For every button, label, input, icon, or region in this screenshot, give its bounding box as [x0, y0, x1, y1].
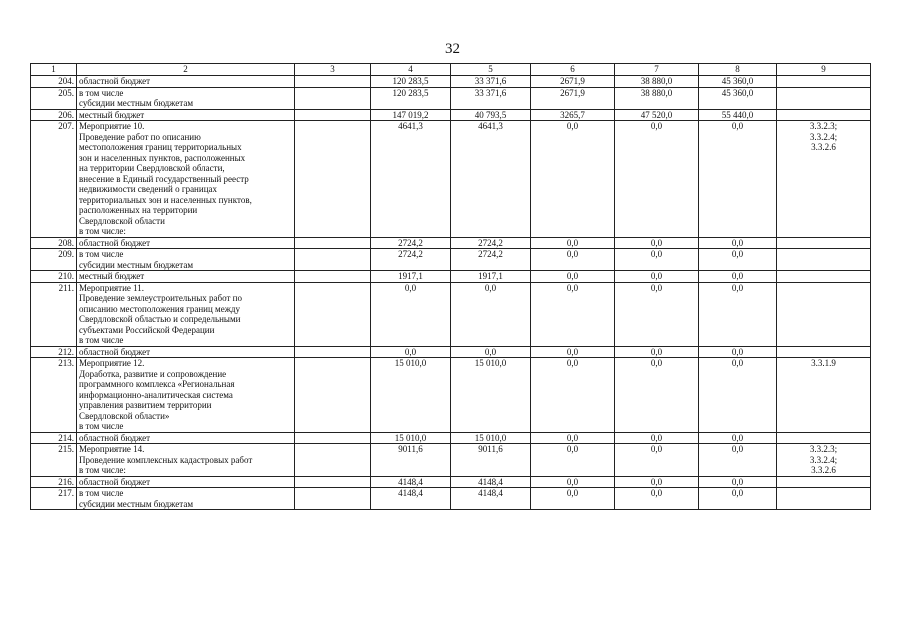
- year-4-cell: 0,0: [699, 432, 777, 444]
- year-3-cell: 0,0: [615, 488, 699, 510]
- year-3-cell: 0,0: [615, 237, 699, 249]
- item-name: местный бюджет: [77, 109, 295, 121]
- total-cell: 4148,4: [371, 488, 451, 510]
- total-cell: 15 010,0: [371, 432, 451, 444]
- year-4-cell: 0,0: [699, 346, 777, 358]
- table-row: [31, 282, 871, 346]
- year-2-cell: 0,0: [531, 237, 615, 249]
- item-name: в том числе субсидии местным бюджетам: [77, 249, 295, 271]
- total-cell: 0,0: [371, 282, 451, 346]
- year-3-cell: 47 520,0: [615, 109, 699, 121]
- year-1-cell: 33 371,6: [451, 76, 531, 88]
- table-row: [31, 121, 871, 238]
- total-cell: 9011,6: [371, 444, 451, 477]
- item-name: Мероприятие 10. Проведение работ по описанию местоположения границ территориальных зон и населенных пунктов, расположенных на территории Свердловской области, внесение в Единый государственный реестр недвижимости сведений о границах территориальных зон и населенных пунктов, расположенных на территории Свердловской области в том числе:: [77, 121, 295, 238]
- executor-cell: [295, 237, 371, 249]
- total-cell: 4641,3: [371, 121, 451, 238]
- target-indicator-cell: [777, 432, 871, 444]
- header-row: [31, 64, 871, 76]
- year-2-cell: 2671,9: [531, 76, 615, 88]
- row-number: 214.: [31, 432, 77, 444]
- executor-cell: [295, 346, 371, 358]
- year-1-cell: 4641,3: [451, 121, 531, 238]
- item-name: областной бюджет: [77, 432, 295, 444]
- budget-table: [30, 63, 871, 510]
- row-number: 210.: [31, 271, 77, 283]
- target-indicator-cell: [777, 282, 871, 346]
- target-indicator-cell: [777, 76, 871, 88]
- executor-cell: [295, 444, 371, 477]
- executor-cell: [295, 271, 371, 283]
- year-1-cell: 15 010,0: [451, 432, 531, 444]
- year-3-cell: 0,0: [615, 249, 699, 271]
- executor-cell: [295, 488, 371, 510]
- year-1-cell: 4148,4: [451, 488, 531, 510]
- row-number: 205.: [31, 87, 77, 109]
- executor-cell: [295, 432, 371, 444]
- year-2-cell: 0,0: [531, 432, 615, 444]
- executor-cell: [295, 358, 371, 433]
- year-1-cell: 40 793,5: [451, 109, 531, 121]
- year-2-cell: 0,0: [531, 444, 615, 477]
- page-number: 32: [445, 41, 460, 57]
- year-3-cell: 0,0: [615, 282, 699, 346]
- year-1-cell: 1917,1: [451, 271, 531, 283]
- row-number: 206.: [31, 109, 77, 121]
- year-4-cell: 0,0: [699, 237, 777, 249]
- year-4-cell: 0,0: [699, 282, 777, 346]
- year-3-cell: 0,0: [615, 444, 699, 477]
- target-indicator-cell: [777, 271, 871, 283]
- year-2-cell: 0,0: [531, 488, 615, 510]
- executor-cell: [295, 121, 371, 238]
- total-cell: 4148,4: [371, 476, 451, 488]
- year-1-cell: 0,0: [451, 346, 531, 358]
- column-header: 1: [31, 64, 77, 76]
- table-row: [31, 488, 871, 510]
- item-name: областной бюджет: [77, 346, 295, 358]
- row-number: 204.: [31, 76, 77, 88]
- year-4-cell: 0,0: [699, 476, 777, 488]
- year-2-cell: 0,0: [531, 282, 615, 346]
- year-3-cell: 38 880,0: [615, 87, 699, 109]
- column-header: 2: [77, 64, 295, 76]
- year-2-cell: 0,0: [531, 121, 615, 238]
- target-indicator-cell: [777, 237, 871, 249]
- item-name: Мероприятие 14. Проведение комплексных кадастровых работ в том числе:: [77, 444, 295, 477]
- table-row: [31, 87, 871, 109]
- row-number: 211.: [31, 282, 77, 346]
- total-cell: 120 283,5: [371, 87, 451, 109]
- year-2-cell: 0,0: [531, 271, 615, 283]
- table-row: [31, 109, 871, 121]
- row-number: 207.: [31, 121, 77, 238]
- year-2-cell: 0,0: [531, 249, 615, 271]
- year-4-cell: 0,0: [699, 271, 777, 283]
- year-4-cell: 0,0: [699, 488, 777, 510]
- year-3-cell: 38 880,0: [615, 76, 699, 88]
- table-row: [31, 76, 871, 88]
- item-name: в том числе субсидии местным бюджетам: [77, 87, 295, 109]
- item-name: местный бюджет: [77, 271, 295, 283]
- year-4-cell: 0,0: [699, 444, 777, 477]
- total-cell: 1917,1: [371, 271, 451, 283]
- item-name: Мероприятие 11. Проведение землеустроительных работ по описанию местоположения границ между Свердловской областью и сопредельными субъектами Российской Федерации в том числе: [77, 282, 295, 346]
- year-2-cell: 2671,9: [531, 87, 615, 109]
- row-number: 215.: [31, 444, 77, 477]
- row-number: 213.: [31, 358, 77, 433]
- row-number: 217.: [31, 488, 77, 510]
- executor-cell: [295, 282, 371, 346]
- item-name: областной бюджет: [77, 476, 295, 488]
- year-3-cell: 0,0: [615, 476, 699, 488]
- year-4-cell: 0,0: [699, 249, 777, 271]
- year-1-cell: 2724,2: [451, 249, 531, 271]
- item-name: областной бюджет: [77, 237, 295, 249]
- table-row: [31, 346, 871, 358]
- total-cell: 15 010,0: [371, 358, 451, 433]
- year-2-cell: 0,0: [531, 346, 615, 358]
- year-3-cell: 0,0: [615, 432, 699, 444]
- total-cell: 2724,2: [371, 249, 451, 271]
- table-row: [31, 237, 871, 249]
- target-indicator-cell: 3.3.2.3; 3.3.2.4; 3.3.2.6: [777, 444, 871, 477]
- year-1-cell: 9011,6: [451, 444, 531, 477]
- table-row: [31, 249, 871, 271]
- target-indicator-cell: [777, 476, 871, 488]
- column-header: 4: [371, 64, 451, 76]
- executor-cell: [295, 109, 371, 121]
- item-name: Мероприятие 12. Доработка, развитие и сопровождение программного комплекса «Региональная информационно-аналитическая система управления развитием территории Свердловской области» в том числе: [77, 358, 295, 433]
- row-number: 212.: [31, 346, 77, 358]
- row-number: 209.: [31, 249, 77, 271]
- target-indicator-cell: [777, 488, 871, 510]
- column-header: 5: [451, 64, 531, 76]
- year-3-cell: 0,0: [615, 358, 699, 433]
- year-4-cell: 0,0: [699, 121, 777, 238]
- year-1-cell: 15 010,0: [451, 358, 531, 433]
- year-1-cell: 4148,4: [451, 476, 531, 488]
- executor-cell: [295, 476, 371, 488]
- total-cell: 0,0: [371, 346, 451, 358]
- year-2-cell: 3265,7: [531, 109, 615, 121]
- year-2-cell: 0,0: [531, 476, 615, 488]
- total-cell: 120 283,5: [371, 76, 451, 88]
- executor-cell: [295, 87, 371, 109]
- year-3-cell: 0,0: [615, 121, 699, 238]
- year-1-cell: 33 371,6: [451, 87, 531, 109]
- table-row: [31, 271, 871, 283]
- column-header: 9: [777, 64, 871, 76]
- table-header: [31, 64, 871, 76]
- table-body: [31, 76, 871, 510]
- target-indicator-cell: [777, 346, 871, 358]
- column-header: 8: [699, 64, 777, 76]
- target-indicator-cell: [777, 87, 871, 109]
- item-name: в том числе субсидии местным бюджетам: [77, 488, 295, 510]
- year-4-cell: 45 360,0: [699, 76, 777, 88]
- total-cell: 2724,2: [371, 237, 451, 249]
- year-3-cell: 0,0: [615, 346, 699, 358]
- target-indicator-cell: [777, 109, 871, 121]
- year-3-cell: 0,0: [615, 271, 699, 283]
- target-indicator-cell: 3.3.1.9: [777, 358, 871, 433]
- table-row: [31, 358, 871, 433]
- year-1-cell: 0,0: [451, 282, 531, 346]
- row-number: 208.: [31, 237, 77, 249]
- column-header: 3: [295, 64, 371, 76]
- table-row: [31, 476, 871, 488]
- executor-cell: [295, 76, 371, 88]
- table-row: [31, 432, 871, 444]
- year-4-cell: 55 440,0: [699, 109, 777, 121]
- total-cell: 147 019,2: [371, 109, 451, 121]
- target-indicator-cell: 3.3.2.3; 3.3.2.4; 3.3.2.6: [777, 121, 871, 238]
- item-name: областной бюджет: [77, 76, 295, 88]
- row-number: 216.: [31, 476, 77, 488]
- year-2-cell: 0,0: [531, 358, 615, 433]
- year-4-cell: 0,0: [699, 358, 777, 433]
- executor-cell: [295, 249, 371, 271]
- table-row: [31, 444, 871, 477]
- column-header: 7: [615, 64, 699, 76]
- year-4-cell: 45 360,0: [699, 87, 777, 109]
- year-1-cell: 2724,2: [451, 237, 531, 249]
- target-indicator-cell: [777, 249, 871, 271]
- column-header: 6: [531, 64, 615, 76]
